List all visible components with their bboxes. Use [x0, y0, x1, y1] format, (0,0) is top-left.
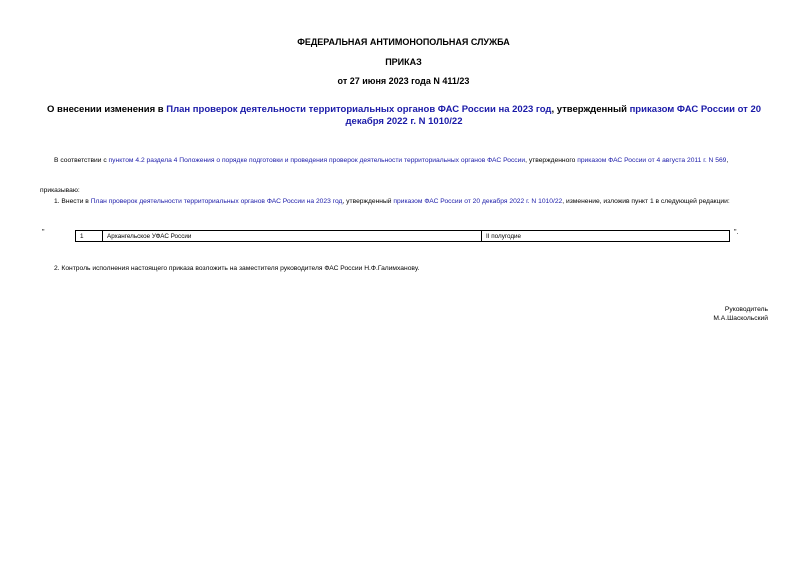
title-text-2: , утвержденный	[551, 104, 630, 115]
table-row	[76, 231, 730, 242]
para1-text-1: В соответствии с	[54, 157, 109, 164]
paragraph-item-2: 2. Контроль исполнения настоящего приказа возложить на заместителя руководителя ФАС России Н.Ф.Галимханову.	[54, 265, 420, 272]
signature-name: М.А.Шаскольский	[713, 315, 768, 322]
para1-text-3: ,	[726, 157, 729, 164]
para3-text-1: 1. Внести в	[54, 198, 91, 205]
para3-link-order[interactable]: приказом ФАС России от 20 декабря 2022 г. N 1010/22	[393, 198, 563, 205]
para1-link-regulation[interactable]: пунктом 4.2 раздела 4 Положения о порядке подготовки и проведения проверок деятельности территориальных органов ФАС России	[108, 157, 526, 164]
title-link-plan[interactable]: План проверок деятельности территориальных органов ФАС России на 2023 год	[166, 104, 552, 115]
amendment-table	[75, 230, 730, 242]
table-cell-number: 1	[76, 231, 103, 242]
signature-role: Руководитель	[724, 306, 768, 313]
paragraph-order-word: приказываю:	[40, 187, 80, 194]
para1-text-2: , утвержденного	[525, 157, 578, 164]
table-cell-period: II полугодие	[482, 231, 730, 242]
title-text-1: О внесении изменения в	[46, 104, 167, 115]
amendment-table-block	[40, 230, 770, 242]
paragraph-item-1	[40, 197, 768, 206]
agency-name: ФЕДЕРАЛЬНАЯ АНТИМОНОПОЛЬНАЯ СЛУЖБА	[297, 37, 510, 47]
close-quote: ".	[734, 229, 739, 236]
table-cell-office: Архангельское УФАС России	[103, 231, 482, 242]
paragraph-basis	[40, 156, 768, 165]
para3-text-2: , утвержденный	[342, 198, 394, 205]
para1-link-order[interactable]: приказом ФАС России от 4 августа 2011 г. N 569	[577, 157, 727, 164]
title-link-order[interactable]: приказом ФАС России от 20 декабря 2022 г. N 1010/22	[345, 104, 762, 127]
document-date-number: от 27 июня 2023 года N 411/23	[337, 76, 470, 86]
signature-block	[600, 305, 768, 323]
document-title	[34, 104, 774, 128]
open-quote: "	[42, 229, 45, 236]
para3-text-3: , изменение, изложив пункт 1 в следующей редакции:	[562, 198, 730, 205]
document-type: ПРИКАЗ	[385, 57, 422, 67]
para3-link-plan[interactable]: План проверок деятельности территориальных органов ФАС России на 2023 год	[90, 198, 343, 205]
